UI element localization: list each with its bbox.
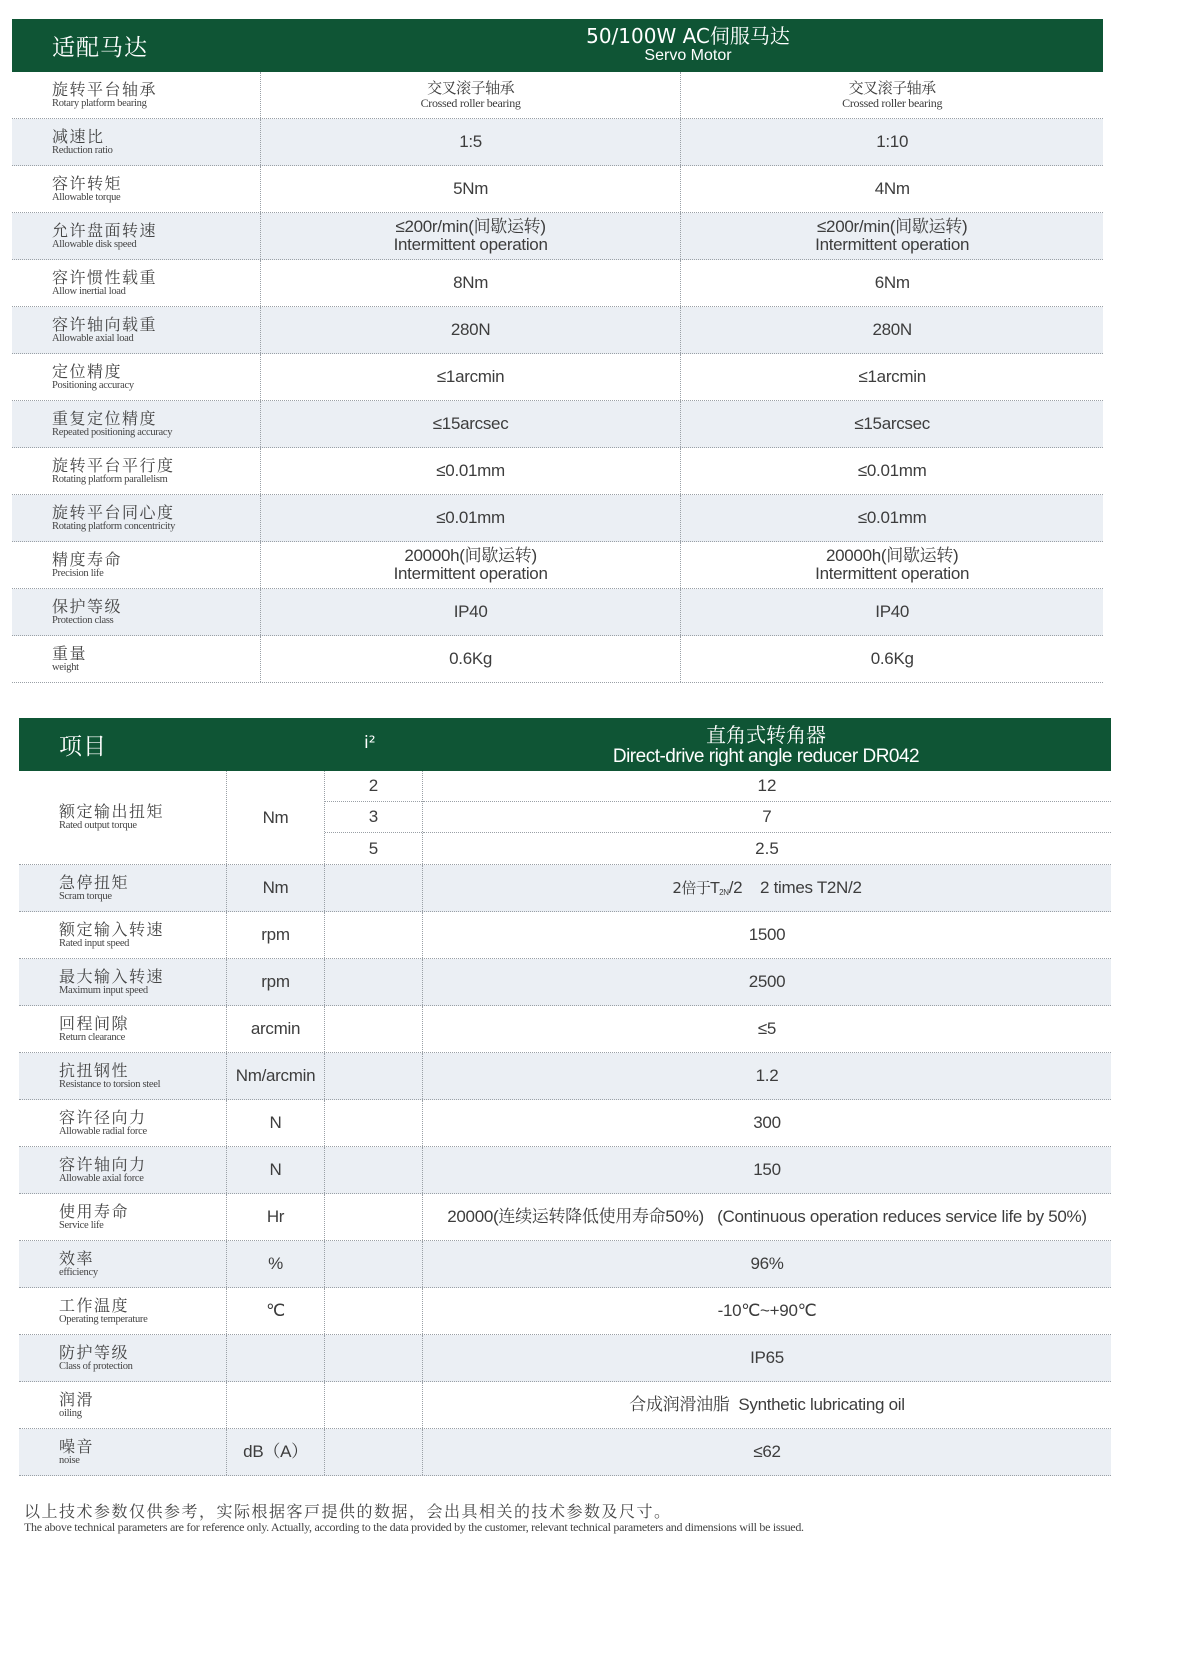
value-cell: [681, 542, 1103, 588]
label-en: Rotary platform bearing: [52, 97, 147, 109]
row-label: [19, 1147, 227, 1193]
unit-cell: Nm: [227, 771, 325, 864]
row-label: [12, 307, 261, 353]
ratio-value: 5: [368, 838, 379, 858]
label-en: Protection class: [52, 614, 114, 626]
value-cell: 1500: [748, 925, 786, 945]
torque-value-column: [423, 771, 1111, 864]
value-cell: 20000(连续运转降低使用寿命50%) (Continuous operation reduces service life by 50%): [447, 1207, 1087, 1227]
value-line: ≤1arcmin: [436, 367, 505, 387]
label-cn: 重量: [52, 643, 88, 663]
value-line: IP40: [453, 602, 488, 622]
label-en: Return clearance: [59, 1031, 126, 1043]
label-cn: 急停扭矩: [59, 872, 130, 892]
unit-cell: ℃: [227, 1288, 325, 1334]
value-cell: [681, 213, 1103, 259]
table-body: [12, 72, 1103, 683]
label-en: Rated input speed: [59, 937, 130, 949]
row-label: [19, 1053, 227, 1099]
value-cell: IP65: [750, 1348, 784, 1368]
row-label: [12, 260, 261, 306]
table-row: [19, 1288, 1111, 1335]
table-header: [12, 19, 1103, 72]
label-cn: 额定输出扭矩: [59, 802, 165, 822]
table-row: [19, 1147, 1111, 1194]
row-label: [12, 636, 261, 682]
header-title: [421, 725, 1111, 766]
header-title: [273, 26, 1103, 64]
value-cell: [261, 307, 682, 353]
value-line: ≤1arcmin: [858, 367, 926, 387]
ratio-value: 2: [325, 771, 422, 802]
table-row: [19, 912, 1111, 959]
table-row: [12, 119, 1103, 166]
label-cn: 效率: [59, 1248, 95, 1268]
value-cell: [681, 636, 1103, 682]
ratio-cell: [325, 912, 423, 958]
row-label: [19, 1335, 227, 1381]
unit-cell: arcmin: [227, 1006, 325, 1052]
label-en: Reduction ratio: [52, 144, 113, 156]
label-cn: 最大输入转速: [59, 966, 165, 986]
table-body: [19, 912, 1111, 1476]
header-title-cn: 50/100W AC伺服马达: [586, 24, 790, 48]
label-en: weight: [52, 661, 79, 673]
row-label: [19, 912, 227, 958]
table-header: [19, 718, 1111, 771]
value-line: ≤0.01mm: [857, 461, 927, 481]
label-en: Class of protection: [59, 1360, 133, 1372]
value-cell: 96%: [750, 1254, 784, 1274]
unit-cell: Hr: [227, 1194, 325, 1240]
label-en: Allowable axial load: [52, 332, 134, 344]
row-label: [19, 1006, 227, 1052]
label-cn: 容许轴向力: [59, 1154, 147, 1174]
unit-cell: N: [227, 1147, 325, 1193]
value-line: ≤15arcsec: [854, 414, 930, 434]
label-en: Allowable torque: [52, 191, 121, 203]
row-label: [12, 72, 261, 118]
table-row: [19, 1194, 1111, 1241]
table-row: [19, 1382, 1111, 1429]
header-title-en: Servo Motor: [644, 47, 732, 64]
label-en: Rated output torque: [59, 820, 137, 832]
value-cell: [681, 307, 1103, 353]
value-line: 4Nm: [874, 179, 910, 199]
label-en: Allow inertial load: [52, 285, 126, 297]
header-ratio-label: i²: [364, 733, 376, 753]
row-label: [12, 354, 261, 400]
value-line: ≤0.01mm: [436, 508, 505, 528]
value-cell: [261, 166, 682, 212]
row-label: [12, 495, 261, 541]
value-line: 1:5: [459, 132, 482, 152]
value-cell: 2500: [748, 972, 786, 992]
table-row: [12, 542, 1103, 589]
value-line: 5Nm: [453, 179, 489, 199]
unit-cell: rpm: [227, 959, 325, 1005]
value-line: ≤0.01mm: [436, 461, 505, 481]
table-row: [19, 1241, 1111, 1288]
row-label: [12, 166, 261, 212]
value-subline: Intermittent operation: [393, 235, 548, 254]
value-subline: Intermittent operation: [815, 235, 970, 254]
value-subline: Crossed roller bearing: [420, 95, 521, 110]
scram-value: 2倍于$T_{2N}/2$ 2 times T2N/2: [672, 877, 862, 897]
value-cell: [681, 401, 1103, 447]
label-cn: 旋转平台同心度: [52, 502, 175, 522]
ratio-cell: [325, 1288, 423, 1334]
value-line: 1:10: [876, 132, 909, 152]
label-cn: 容许惯性载重: [52, 267, 158, 287]
ratio-cell: [325, 1100, 423, 1146]
table-row: [12, 401, 1103, 448]
ratio-cell: [325, 865, 423, 911]
label-en: efficiency: [59, 1266, 98, 1278]
table-row: [19, 1100, 1111, 1147]
value-cell: [261, 495, 682, 541]
torque-value: 12: [423, 771, 1111, 802]
value-line: ≤200r/min(间歇运转): [817, 217, 968, 237]
table-row: [12, 260, 1103, 307]
table-row: [12, 448, 1103, 495]
table-row: [19, 959, 1111, 1006]
torque-value: 2.5: [755, 838, 779, 858]
value-cell: [261, 636, 682, 682]
value-cell: [261, 119, 682, 165]
row-label: [19, 865, 227, 911]
label-en: Service life: [59, 1219, 104, 1231]
value-cell: -10℃~+90℃: [717, 1301, 817, 1321]
value-cell: [261, 72, 682, 118]
label-en: noise: [59, 1454, 80, 1466]
ratio-cell: [325, 1335, 423, 1381]
value-line: 280N: [450, 320, 491, 340]
label-cn: 容许径向力: [59, 1107, 147, 1127]
label-cn: 旋转平台轴承: [52, 79, 158, 99]
label-en: Allowable radial force: [59, 1125, 147, 1137]
header-title-en: Direct-drive right angle reducer DR042: [612, 746, 920, 767]
table-row: [12, 213, 1103, 260]
value-cell: [261, 401, 682, 447]
ratio-value: 3: [325, 802, 422, 833]
unit-cell: rpm: [227, 912, 325, 958]
value-line: 0.6Kg: [870, 649, 914, 669]
value-subline: Intermittent operation: [393, 564, 548, 583]
label-en: Repeated positioning accuracy: [52, 426, 173, 438]
label-cn: 减速比: [52, 126, 105, 146]
unit-cell: %: [227, 1241, 325, 1287]
label-cn: 润滑: [59, 1389, 95, 1409]
label-cn: 精度寿命: [52, 549, 123, 569]
value-line: 交叉滚子轴承: [848, 78, 936, 97]
value-line: ≤15arcsec: [432, 414, 509, 434]
label-en: Maximum input speed: [59, 984, 148, 996]
value-cell: 1.2: [755, 1066, 779, 1086]
value-line: ≤0.01mm: [857, 508, 927, 528]
value-cell: [261, 354, 682, 400]
value-cell: [681, 119, 1103, 165]
value-cell: [681, 448, 1103, 494]
value-line: 20000h(间歇运转): [825, 546, 959, 566]
row-label: [19, 771, 227, 864]
table-row: [19, 1053, 1111, 1100]
ratio-cell: [325, 959, 423, 1005]
value-line: 280N: [872, 320, 912, 340]
ratio-column: [325, 771, 423, 864]
row-label: [19, 959, 227, 1005]
header-left-label: 适配马达: [52, 35, 148, 61]
header-left-label: 项目: [59, 734, 107, 760]
label-en: Allowable axial force: [59, 1172, 144, 1184]
value-line: IP40: [875, 602, 910, 622]
row-label: [12, 119, 261, 165]
value-cell: 合成润滑油脂 Synthetic lubricating oil: [629, 1395, 905, 1415]
value-line: 0.6Kg: [449, 649, 493, 669]
row-label: [19, 1194, 227, 1240]
row-label: [19, 1382, 227, 1428]
label-en: Scram torque: [59, 890, 112, 902]
value-line: 6Nm: [874, 273, 910, 293]
value-cell: [261, 260, 682, 306]
ratio-cell: [325, 1382, 423, 1428]
disclaimer-cn: 以上技术参数仅供参考，实际根据客戸提供的数据，会出具相关的技术参数及尺寸。: [24, 1502, 672, 1521]
reducer-spec-table: [19, 718, 1111, 1476]
table-row: [12, 495, 1103, 542]
label-cn: 容许转矩: [52, 173, 123, 193]
value-subline: Crossed roller bearing: [842, 95, 943, 110]
table-row: [19, 1335, 1111, 1382]
label-cn: 重复定位精度: [52, 408, 158, 428]
value-cell: [261, 542, 682, 588]
row-label: [12, 542, 261, 588]
table-row: [12, 72, 1103, 119]
label-en: Resistance to torsion steel: [59, 1078, 161, 1090]
label-cn: 额定输入转速: [59, 919, 165, 939]
value-cell: [681, 72, 1103, 118]
value-cell: [261, 589, 682, 635]
table-row: [19, 1006, 1111, 1053]
value-cell: [423, 865, 1111, 911]
label-cn: 使用寿命: [59, 1201, 130, 1221]
row-label: [12, 401, 261, 447]
label-en: Positioning accuracy: [52, 379, 134, 391]
value-cell: ≤62: [753, 1442, 781, 1462]
table-row: [19, 865, 1111, 912]
row-label: [19, 1241, 227, 1287]
ratio-cell: [325, 1194, 423, 1240]
value-cell: 300: [753, 1113, 781, 1133]
unit-cell: [227, 1382, 325, 1428]
value-cell: [261, 213, 682, 259]
value-line: 20000h(间歇运转): [404, 546, 537, 566]
table-row: [12, 166, 1103, 213]
table-row: [19, 1429, 1111, 1476]
value-cell: [681, 354, 1103, 400]
value-cell: [681, 495, 1103, 541]
label-cn: 保护等级: [52, 596, 123, 616]
label-cn: 回程间隙: [59, 1013, 130, 1033]
value-cell: [261, 448, 682, 494]
label-cn: 工作温度: [59, 1295, 130, 1315]
value-cell: 150: [753, 1160, 781, 1180]
value-line: 8Nm: [453, 273, 489, 293]
label-en: Allowable disk speed: [52, 238, 137, 250]
row-label: [19, 1100, 227, 1146]
torque-value: 7: [423, 802, 1111, 833]
unit-cell: [227, 1335, 325, 1381]
label-cn: 噪音: [59, 1436, 95, 1456]
unit-cell: Nm: [227, 865, 325, 911]
row-label: [19, 1288, 227, 1334]
table-row: [12, 636, 1103, 683]
row-label: [19, 1429, 227, 1475]
row-label: [12, 448, 261, 494]
unit-cell: dB（A）: [227, 1429, 325, 1475]
servo-motor-spec-table: [12, 19, 1103, 683]
disclaimer-note: [24, 1503, 804, 1533]
ratio-cell: [325, 1241, 423, 1287]
label-en: Rotating platform concentricity: [52, 520, 176, 532]
ratio-cell: [325, 1429, 423, 1475]
label-en: Precision life: [52, 567, 104, 579]
ratio-cell: [325, 1053, 423, 1099]
value-cell: [681, 589, 1103, 635]
value-subline: Intermittent operation: [815, 564, 970, 583]
label-cn: 允许盘面转速: [52, 220, 158, 240]
label-en: oiling: [59, 1407, 82, 1419]
label-cn: 定位精度: [52, 361, 123, 381]
value-cell: [681, 260, 1103, 306]
table-row: [12, 307, 1103, 354]
value-cell: ≤5: [757, 1019, 777, 1039]
label-en: Operating temperature: [59, 1313, 148, 1325]
ratio-cell: [325, 1147, 423, 1193]
label-cn: 容许轴向载重: [52, 314, 158, 334]
table-row: [12, 589, 1103, 636]
value-cell: [681, 166, 1103, 212]
label-cn: 旋转平台平行度: [52, 455, 175, 475]
header-title-cn: 直角式转角器: [706, 723, 826, 747]
label-cn: 抗扭钢性: [59, 1060, 130, 1080]
value-line: ≤200r/min(间歇运转): [395, 217, 546, 237]
disclaimer-en: The above technical parameters are for reference only. Actually, according to the data provided by the customer, relevant technical parameters and dimensions will be issued.: [24, 1519, 804, 1534]
ratio-cell: [325, 1006, 423, 1052]
row-label: [12, 589, 261, 635]
value-line: 交叉滚子轴承: [427, 78, 515, 97]
table-row: [12, 354, 1103, 401]
label-en: Rotating platform parallelism: [52, 473, 168, 485]
unit-cell: N: [227, 1100, 325, 1146]
rated-output-torque-group: [19, 771, 1111, 865]
unit-cell: Nm/arcmin: [227, 1053, 325, 1099]
label-cn: 防护等级: [59, 1342, 130, 1362]
row-label: [12, 213, 261, 259]
